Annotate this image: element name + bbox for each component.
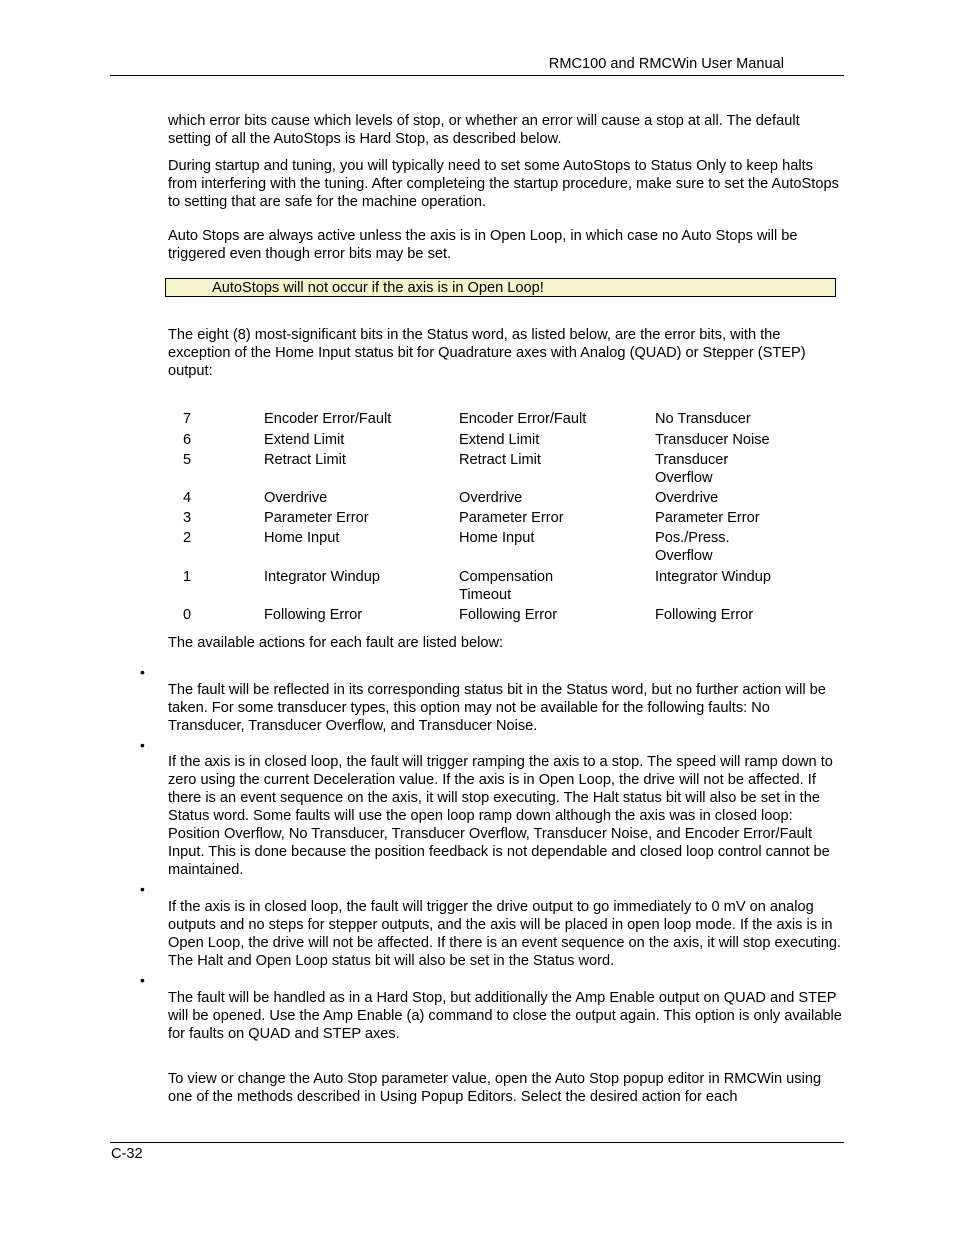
- table-cell: Transducer Noise: [655, 432, 770, 448]
- action-status-only-description: The fault will be reflected in its corresponding status bit in the Status word, but no further action will be taken. For some transducer types, this option may not be available for the following faults: No Transducer, Transducer Overflow, and Transducer Noise.: [168, 682, 826, 734]
- table-cell: 7: [183, 411, 192, 427]
- paragraph-auto-stops-active: Auto Stops are always active unless the axis is in Open Loop, in which case no Auto Stops will be triggered even though error bits may be set.: [168, 228, 798, 262]
- table-cell: 1: [183, 569, 192, 585]
- table-cell: Overdrive: [264, 490, 328, 506]
- table-cell: Extend Limit: [459, 432, 540, 448]
- table-cell: Pos./Press. Overflow: [655, 530, 730, 564]
- table-cell: 0: [183, 607, 192, 623]
- action-hard-stop-description: If the axis is in closed loop, the fault will trigger the drive output to go immediately to 0 mV on analog outputs and no steps for stepper outputs, and the axis will be placed in open loop mode. If the axis is in Open Loop, the drive will not be affected. If there is an event sequence on the axis, it will stop executing. The Halt and Open Loop status bit will also be set in the Status word.: [168, 899, 842, 969]
- table-cell: Integrator Windup: [264, 569, 381, 585]
- table-cell: 2: [183, 530, 192, 546]
- table-cell: 4: [183, 490, 192, 506]
- note-text: AutoStops will not occur if the axis is in Open Loop!: [212, 280, 544, 296]
- page-number: C-32: [111, 1146, 143, 1162]
- table-cell: Extend Limit: [264, 432, 345, 448]
- table-cell: Compensation Timeout: [459, 569, 554, 603]
- table-cell: Home Input: [264, 530, 340, 546]
- table-cell: Parameter Error: [655, 510, 760, 526]
- table-cell: 5: [183, 452, 192, 468]
- paragraph-popup-editor: To view or change the Auto Stop parameter value, open the Auto Stop popup editor in RMCWin using one of the methods described in Using Popup Editors. Select the desired action for each: [168, 1071, 822, 1105]
- table-cell: Retract Limit: [264, 452, 346, 468]
- bullet-marker: •: [140, 737, 145, 753]
- table-cell: Parameter Error: [264, 510, 369, 526]
- table-cell: Overdrive: [655, 490, 719, 506]
- footer-rule: [110, 1142, 844, 1143]
- table-cell: 3: [183, 510, 192, 526]
- table-cell: Following Error: [459, 607, 558, 623]
- table-cell: Retract Limit: [459, 452, 541, 468]
- paragraph-startup-tuning: During startup and tuning, you will typically need to set some AutoStops to Status Only to keep halts from interfering with the tuning. After completeing the startup procedure, make sure to set the AutoStops to setting that are safe for the machine operation.: [168, 158, 839, 210]
- table-cell: Following Error: [655, 607, 754, 623]
- paragraph-error-bits: which error bits cause which levels of stop, or whether an error will cause a stop at all. The default setting of all the AutoStops is Hard Stop, as described below.: [168, 113, 800, 147]
- table-cell: Encoder Error/Fault: [264, 411, 392, 427]
- note-box: [165, 278, 836, 297]
- paragraph-available-actions: The available actions for each fault are listed below:: [168, 635, 504, 651]
- bullet-marker: •: [140, 881, 145, 897]
- bullet-marker: •: [140, 972, 145, 988]
- action-soft-stop-description: If the axis is in closed loop, the fault will trigger ramping the axis to a stop. The speed will ramp down to zero using the current Deceleration value. If the axis is in Open Loop, the drive will not be affected. If there is an event sequence on the axis, it will stop executing. The Halt status bit will also be set in the Status word. Some faults will use the open loop ramp down although the axis was in closed loop: Position Overflow, No Transducer, Transducer Overflow, Transducer Noise, and Encoder Error/Fault Input. This is done because the position feedback is not dependable and closed loop control cannot be maintained.: [168, 754, 833, 878]
- table-cell: Transducer Overflow: [655, 452, 729, 486]
- action-disable-drive-description: The fault will be handled as in a Hard Stop, but additionally the Amp Enable output on QUAD and STEP will be opened. Use the Amp Enable (a) command to close the output again. This option is only available for faults on QUAD and STEP axes.: [168, 990, 842, 1042]
- manual-title: RMC100 and RMCWin User Manual: [548, 56, 784, 72]
- bullet-marker: •: [140, 664, 145, 680]
- table-cell: Overdrive: [459, 490, 523, 506]
- table-cell: Integrator Windup: [655, 569, 772, 585]
- table-cell: 6: [183, 432, 192, 448]
- table-cell: Parameter Error: [459, 510, 564, 526]
- table-cell: Following Error: [264, 607, 363, 623]
- paragraph-status-bits: The eight (8) most-significant bits in the Status word, as listed below, are the error bits, with the exception of the Home Input status bit for Quadrature axes with Analog (QUAD) or Stepper (STEP) output:: [168, 327, 806, 379]
- table-cell: Home Input: [459, 530, 535, 546]
- table-cell: No Transducer: [655, 411, 751, 427]
- table-cell: Encoder Error/Fault: [459, 411, 587, 427]
- header-rule: [110, 75, 844, 76]
